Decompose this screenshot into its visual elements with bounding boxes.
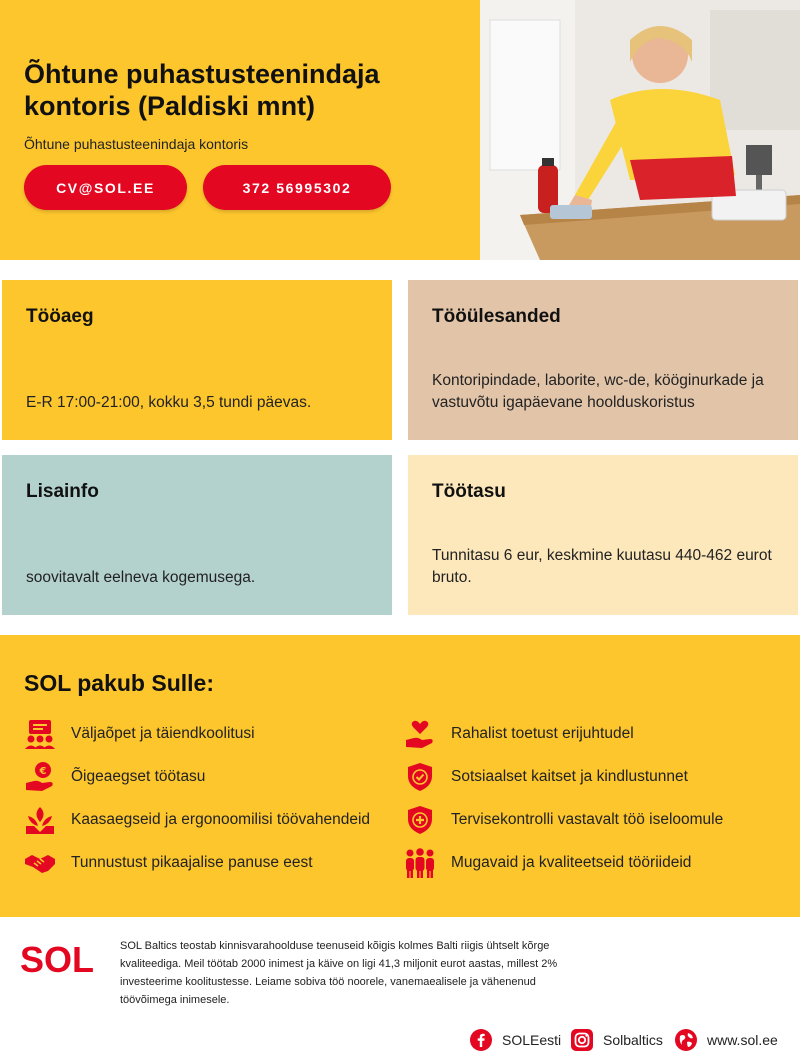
card-title: Lisainfo <box>26 481 99 502</box>
company-description: SOL Baltics teostab kinnisvarahoolduse teenuseid kõigis kolmes Balti riigis ühtselt kõrge kvaliteediga. Meil töötab 2000 inimest ja käive on ligi 41,3 miljonit eurot aastas, millest 2% investeerime koolitustesse. Leiame sobiva töö noorele, vanemaealisele ja vähenenud töövõimega inimesele. <box>120 940 558 1006</box>
benefit-item <box>24 804 370 836</box>
shield-plus-icon <box>404 804 436 836</box>
benefits-section <box>0 635 800 917</box>
facebook-label: SOLEesti <box>502 1032 562 1048</box>
card-body: soovitavalt eelneva kogemusega. <box>26 569 256 586</box>
benefit-label: Sotsiaalset kaitset ja kindlustunnet <box>451 768 688 785</box>
benefit-item <box>404 847 691 879</box>
website-link[interactable] <box>675 1029 778 1051</box>
training-icon <box>24 718 56 750</box>
facebook-link[interactable] <box>470 1029 561 1051</box>
facebook-icon <box>470 1029 492 1051</box>
sol-logo <box>20 941 102 975</box>
benefit-label: Kaasaegseid ja ergonoomilisi töövahendeid <box>71 811 371 828</box>
benefit-label: Õigeaegset töötasu <box>71 768 206 785</box>
benefit-label: Väljaõpet ja täiendkoolitusi <box>71 725 255 742</box>
card-body: Kontoripindade, laborite, wc-de, kööginurkade ja vastuvõtu igapäevane hoolduskoristus <box>432 372 764 411</box>
benefit-item <box>404 804 723 836</box>
tools-icon <box>24 804 56 836</box>
benefits-title: SOL pakub Sulle: <box>24 670 214 696</box>
cleaner-illustration <box>480 0 800 260</box>
card-body: Tunnitasu 6 eur, keskmine kuutasu 440-462 eurot bruto. <box>432 547 772 586</box>
website-label: www.sol.ee <box>707 1032 778 1048</box>
logo-text: SOL <box>20 941 95 975</box>
instagram-icon <box>571 1029 593 1051</box>
card-body: E-R 17:00-21:00, kokku 3,5 tundi päevas. <box>26 394 312 411</box>
benefit-item <box>404 761 688 793</box>
benefit-item <box>24 761 205 793</box>
phone-button[interactable]: 372 56995302 <box>203 165 391 210</box>
card-title: Tööaeg <box>26 306 94 327</box>
hero-text <box>24 58 464 152</box>
cleaner-photo <box>480 0 800 260</box>
card-title: Töötasu <box>432 481 506 502</box>
job-title: Õhtune puhastusteenindaja kontoris (Paldiski mnt) <box>24 59 380 121</box>
card-salary <box>408 455 798 615</box>
footer <box>0 917 800 1061</box>
benefit-label: Mugavaid ja kvaliteetseid tööriideid <box>451 854 692 871</box>
salary-icon <box>24 761 56 793</box>
card-duties <box>408 280 798 440</box>
instagram-link[interactable] <box>571 1029 663 1051</box>
email-button[interactable]: CV@SOL.EE <box>24 165 187 210</box>
benefit-item <box>404 718 634 750</box>
globe-icon <box>675 1029 697 1051</box>
benefit-item <box>24 847 313 879</box>
card-work-hours <box>2 280 392 440</box>
shield-check-icon <box>404 761 436 793</box>
card-title: Tööülesanded <box>432 306 561 327</box>
benefit-label: Rahalist toetust erijuhtudel <box>451 725 634 742</box>
benefit-item <box>24 718 255 750</box>
instagram-label: Solbaltics <box>603 1032 663 1048</box>
benefit-label: Tervisekontrolli vastavalt töö iseloomule <box>451 811 724 828</box>
hero-banner <box>0 0 800 260</box>
handshake-icon <box>24 847 56 879</box>
people-icon <box>404 847 436 879</box>
heart-hand-icon <box>404 718 436 750</box>
card-extra-info <box>2 455 392 615</box>
job-subtitle: Õhtune puhastusteenindaja kontoris <box>24 136 249 152</box>
benefit-label: Tunnustust pikaajalise panuse eest <box>71 854 313 871</box>
svg-text:€: € <box>39 766 47 777</box>
